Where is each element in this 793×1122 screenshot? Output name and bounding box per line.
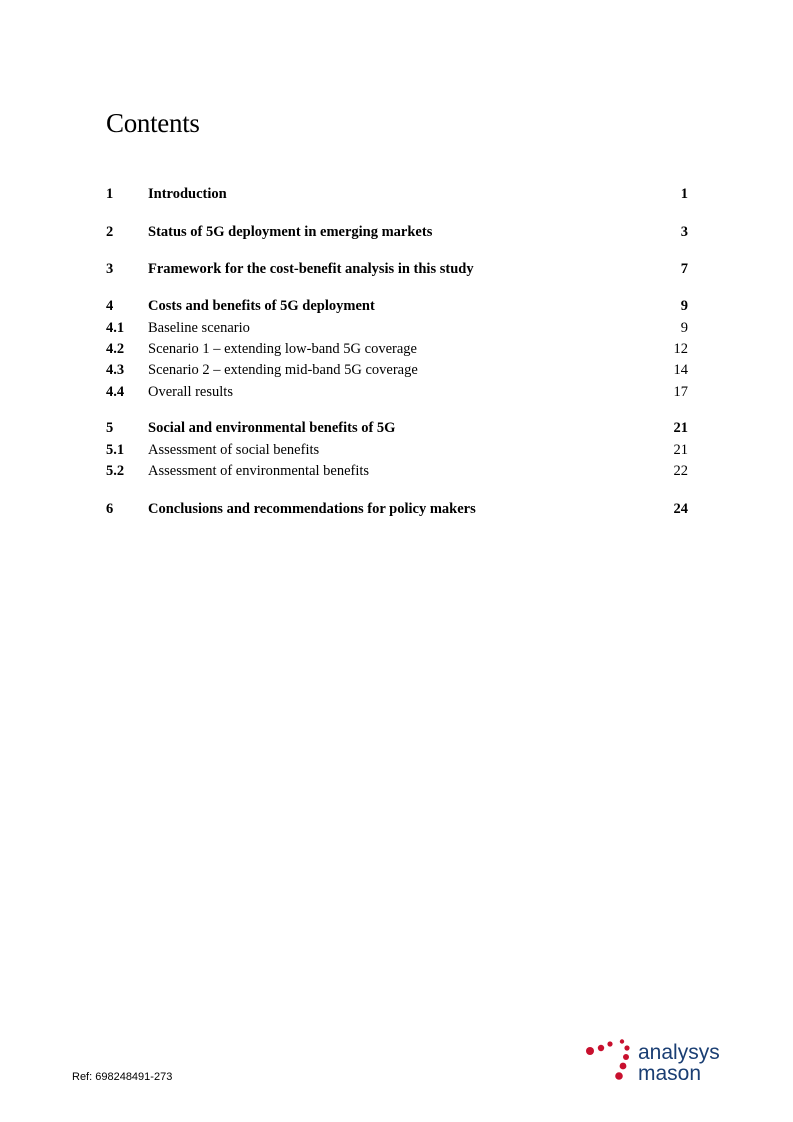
toc-entry-2[interactable]	[106, 223, 688, 241]
toc-page-number: 17	[673, 384, 688, 400]
toc-number: 4.2	[106, 341, 125, 357]
toc-page-number: 24	[673, 501, 688, 517]
toc-entry-5-2[interactable]	[106, 462, 688, 480]
toc-entry-4-3[interactable]	[106, 361, 688, 379]
toc-entry-6[interactable]	[106, 500, 688, 518]
logo-word-analysys: analysys	[638, 1041, 720, 1064]
toc-label: Introduction	[148, 186, 227, 202]
toc-number: 4.4	[106, 384, 125, 400]
toc-page-number: 9	[680, 320, 688, 336]
toc-label: Conclusions and recommendations for policy makers	[148, 501, 476, 517]
toc-entry-4-2[interactable]	[106, 340, 688, 358]
toc-entry-5[interactable]	[106, 419, 688, 437]
toc-number: 4	[106, 298, 114, 314]
toc-number: 5	[106, 420, 114, 436]
toc-entry-4-4[interactable]	[106, 383, 688, 401]
toc-number: 6	[106, 501, 114, 517]
toc-page-number: 7	[680, 261, 688, 277]
toc-page-number: 14	[673, 362, 688, 378]
toc-label: Assessment of social benefits	[148, 442, 320, 458]
toc-entry-4-1[interactable]	[106, 319, 688, 337]
logo-dots-icon	[584, 1038, 638, 1088]
toc-page-number: 3	[680, 224, 688, 240]
document-reference: Ref: 698248491-273	[72, 1071, 173, 1083]
toc-number: 3	[106, 261, 114, 277]
toc-entry-1[interactable]	[106, 185, 688, 203]
toc-page-number: 21	[673, 442, 688, 458]
toc-label: Costs and benefits of 5G deployment	[148, 298, 375, 314]
toc-label: Social and environmental benefits of 5G	[148, 420, 396, 436]
toc-label: Overall results	[148, 384, 233, 400]
toc-label: Scenario 1 – extending low-band 5G coverage	[148, 341, 417, 357]
toc-page-number: 1	[680, 186, 688, 202]
toc-entry-3[interactable]	[106, 260, 688, 278]
toc-number: 4.3	[106, 362, 125, 378]
toc-number: 4.1	[106, 320, 125, 336]
toc-page-number: 21	[673, 420, 688, 436]
toc-page-number: 22	[673, 463, 688, 479]
toc-label: Status of 5G deployment in emerging markets	[148, 224, 433, 240]
toc-entry-4[interactable]	[106, 297, 688, 315]
toc-label: Baseline scenario	[148, 320, 250, 336]
toc-label: Assessment of environmental benefits	[148, 463, 370, 479]
toc-label: Framework for the cost-benefit analysis in this study	[148, 261, 474, 277]
toc-entry-5-1[interactable]	[106, 441, 688, 459]
toc-label: Scenario 2 – extending mid-band 5G coverage	[148, 362, 418, 378]
page-title: Contents	[106, 108, 200, 138]
toc-number: 5.1	[106, 442, 125, 458]
toc-page-number: 9	[680, 298, 688, 314]
toc-number: 1	[106, 186, 114, 202]
analysys-mason-logo	[584, 1038, 734, 1088]
toc-number: 2	[106, 224, 114, 240]
logo-word-mason: mason	[638, 1062, 702, 1085]
toc-number: 5.2	[106, 463, 125, 479]
toc-page-number: 12	[673, 341, 688, 357]
